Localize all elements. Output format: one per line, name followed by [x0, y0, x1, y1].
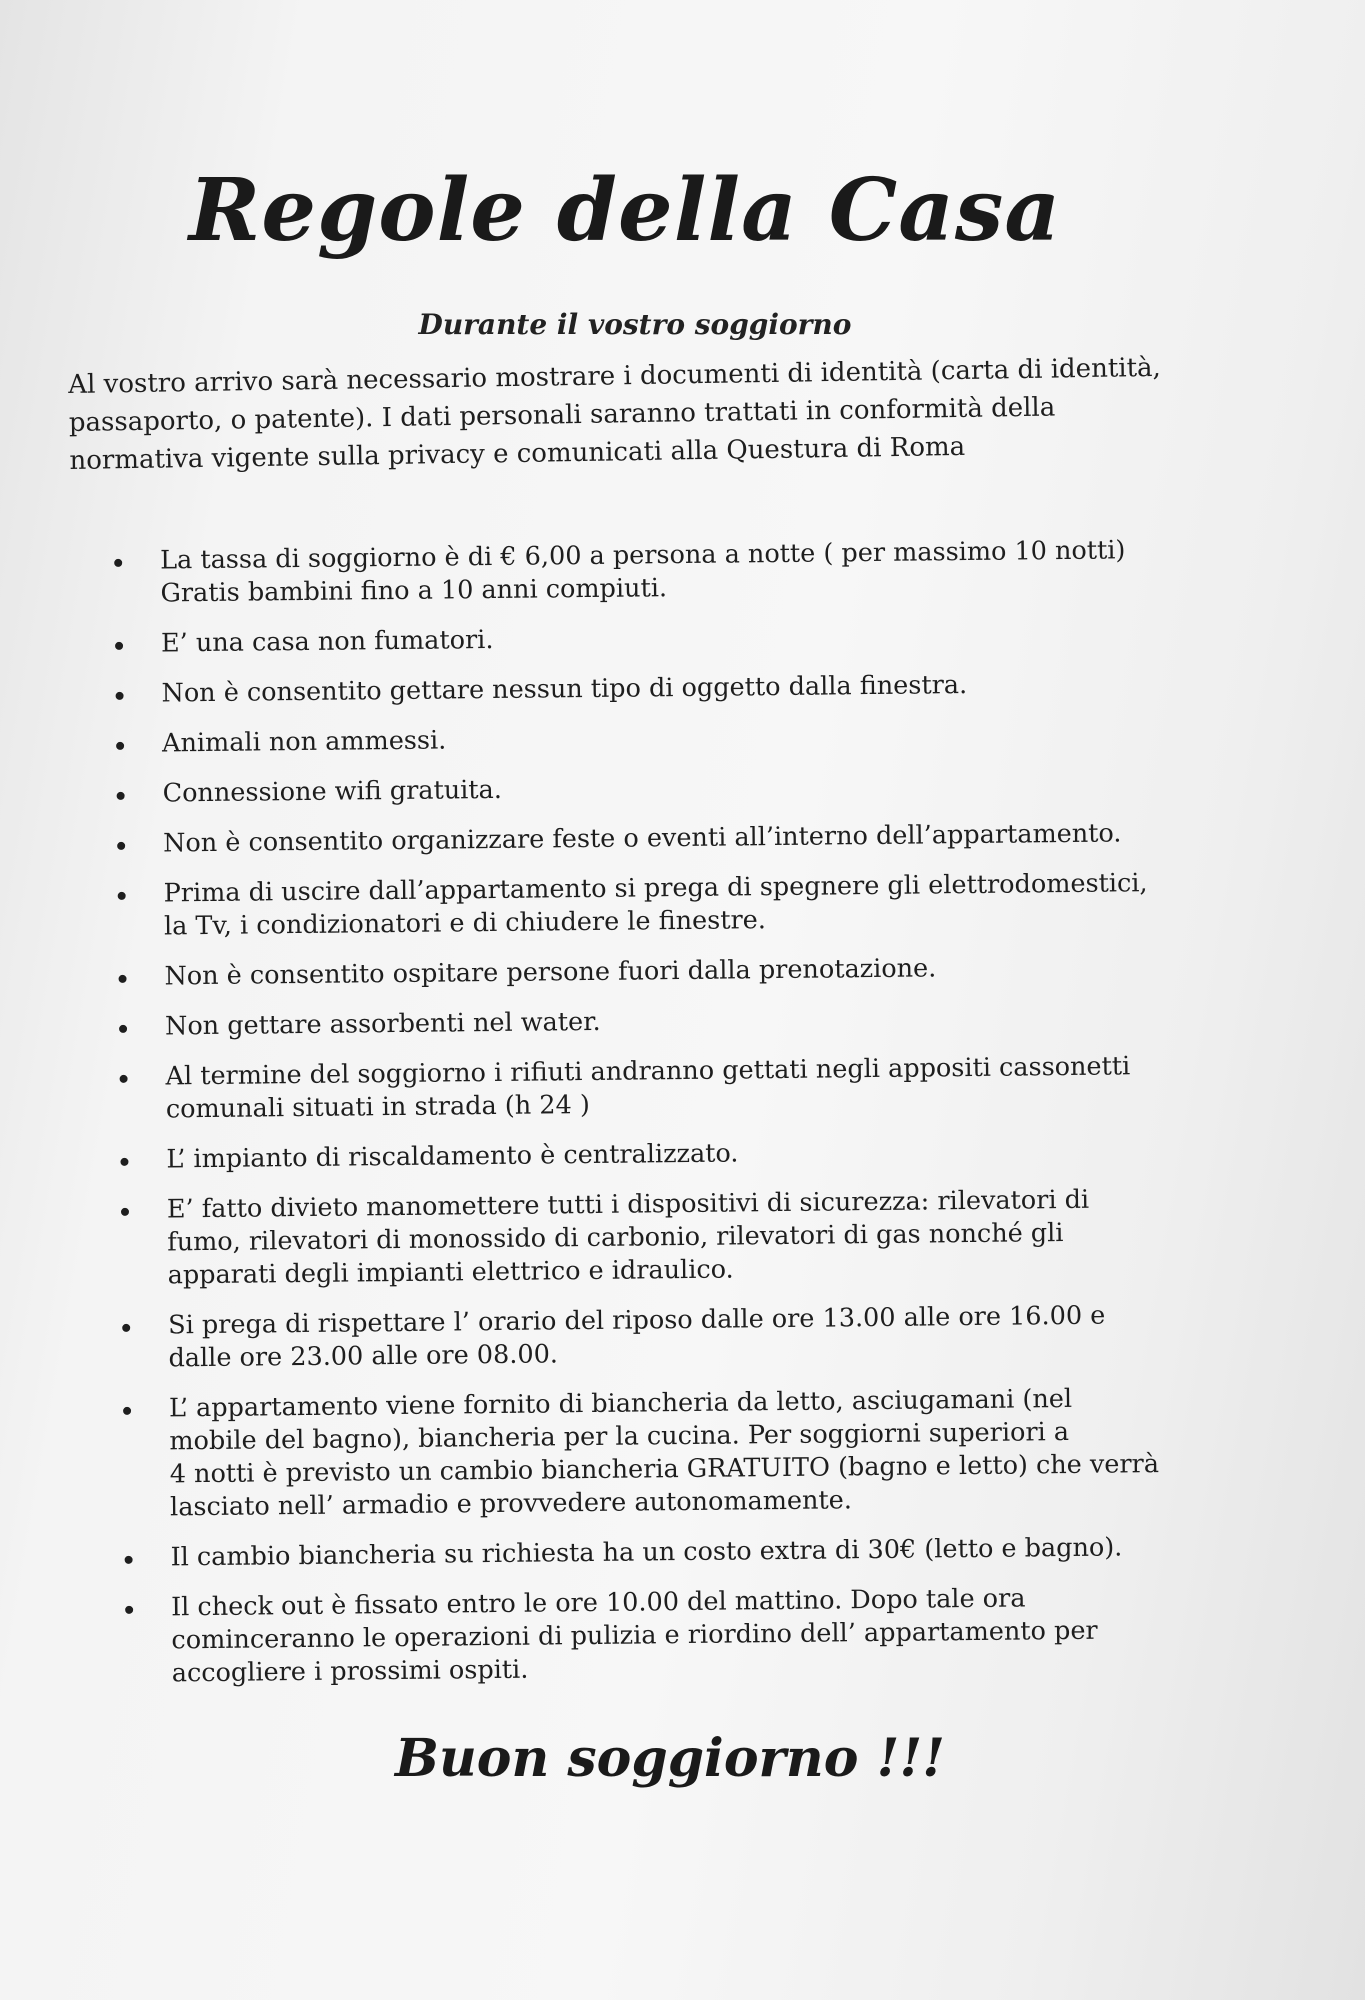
rule-text-line: Connessione wifi gratuita.: [162, 774, 503, 809]
bullet-icon: [117, 842, 125, 850]
rule-text-line: Non è consentito gettare nessun tipo di oggetto dalla finestra.: [161, 670, 968, 709]
rule-text-line: Al termine del soggiorno i rifiuti andranno gettati negli appositi cassonetti: [165, 1051, 1131, 1092]
rule-item: [120, 1530, 1250, 1575]
rule-text-line: E’ una casa non fumatori.: [160, 624, 494, 659]
rule-text-line: Si prega di rispettare l’ orario del riposo dalle ore 13.00 alle ore 16.00 e: [168, 1300, 1106, 1341]
rule-text-line: Il cambio biancheria su richiesta ha un costo extra di 30€ (letto e bagno).: [170, 1532, 1123, 1573]
rule-text-line: L’ appartamento viene fornito di biancheria da letto, asciugamani (nel: [168, 1383, 1073, 1424]
bullet-icon: [122, 1324, 130, 1332]
rule-item: [112, 766, 1242, 811]
rule-item: [116, 1132, 1246, 1177]
bullet-icon: [120, 1158, 128, 1166]
rule-item: [113, 816, 1243, 861]
page-title: Regole della Casa: [188, 160, 1062, 261]
rule-item: [114, 949, 1244, 994]
rule-text-line: comunali situati in strada (h 24 ): [165, 1090, 590, 1125]
rule-text-line: Non gettare assorbenti nel water.: [164, 1006, 601, 1042]
rule-item: [111, 616, 1241, 661]
bullet-icon: [121, 1208, 129, 1216]
rule-text-line: E’ fatto divieto manomettere tutti i dispositivi di sicurezza: rilevatori di: [166, 1184, 1090, 1225]
rule-text-line: Gratis bambini fino a 10 anni compiuti.: [160, 573, 668, 609]
rule-item: [117, 1182, 1248, 1293]
bullet-icon: [119, 975, 127, 983]
rule-text-line: mobile del bagno), biancheria per la cucina. Per soggiorni superiori a: [169, 1417, 1070, 1457]
bullet-icon: [125, 1606, 133, 1614]
bullet-icon: [115, 642, 123, 650]
rule-text-line: Non è consentito ospitare persone fuori dalla prenotazione.: [164, 953, 937, 992]
rule-text-line: La tassa di soggiorno è di € 6,00 a persona a notte ( per massimo 10 notti): [160, 535, 1126, 576]
rule-text-line: dalle ore 23.00 alle ore 08.00.: [168, 1339, 559, 1374]
bullet-icon: [120, 1075, 128, 1083]
bullet-icon: [117, 792, 125, 800]
rule-text-line: L’ impianto di riscaldamento è centralizzato.: [166, 1138, 739, 1175]
rule-item: [115, 999, 1245, 1044]
rule-item: [118, 1298, 1249, 1376]
rule-text-line: 4 notti è previsto un cambio biancheria GRATUITO (bagno e letto) che verrà: [169, 1449, 1160, 1490]
rule-item: [111, 666, 1241, 711]
bullet-icon: [114, 559, 122, 567]
rule-text-line: Prima di uscire dall’appartamento si prega di spegnere gli elettrodomestici,: [163, 868, 1148, 909]
rule-item: [113, 866, 1244, 944]
rule-text-line: lasciato nell’ armadio e provvedere autonomamente.: [169, 1485, 853, 1523]
rule-text-line: Non è consentito organizzare feste o eventi all’interno dell’appartamento.: [162, 818, 1122, 859]
bullet-icon: [123, 1407, 131, 1415]
rule-item: [112, 716, 1242, 761]
rule-text-line: Animali non ammessi.: [161, 725, 447, 759]
rule-text-line: accogliere i prossimi ospiti.: [171, 1654, 529, 1689]
rule-item: [121, 1580, 1252, 1691]
intro-paragraph: Al vostro arrivo sarà necessario mostrare i documenti di identità (carta di identità, passaporto, o patente). I dati personali saranno trattati in conformità della normativa vigente sulla privacy e comunicati alla Questura di Roma: [68, 352, 1162, 476]
bullet-icon: [119, 1025, 127, 1033]
closing-greeting: Buon soggiorno !!!: [395, 1728, 945, 1789]
rule-text-line: cominceranno le operazioni di pulizia e riordino dell’ appartamento per: [171, 1615, 1098, 1656]
bullet-icon: [116, 692, 124, 700]
rule-item: [119, 1381, 1250, 1525]
rule-text-line: Il check out è fissato entro le ore 10.00 del mattino. Dopo tale ora: [170, 1583, 1026, 1623]
page-subtitle: Durante il vostro soggiorno: [418, 308, 852, 341]
rule-text-line: apparati degli impianti elettrico e idraulico.: [167, 1254, 734, 1291]
bullet-icon: [118, 892, 126, 900]
rules-list: [110, 533, 1252, 1708]
rule-text-line: fumo, rilevatori di monossido di carbonio, rilevatori di gas nonché gli: [167, 1218, 1064, 1258]
rule-item: [115, 1049, 1246, 1127]
rule-text-line: la Tv, i condizionatori e di chiudere le finestre.: [163, 905, 767, 942]
bullet-icon: [116, 742, 124, 750]
bullet-icon: [125, 1556, 133, 1564]
rule-item: [110, 533, 1241, 611]
